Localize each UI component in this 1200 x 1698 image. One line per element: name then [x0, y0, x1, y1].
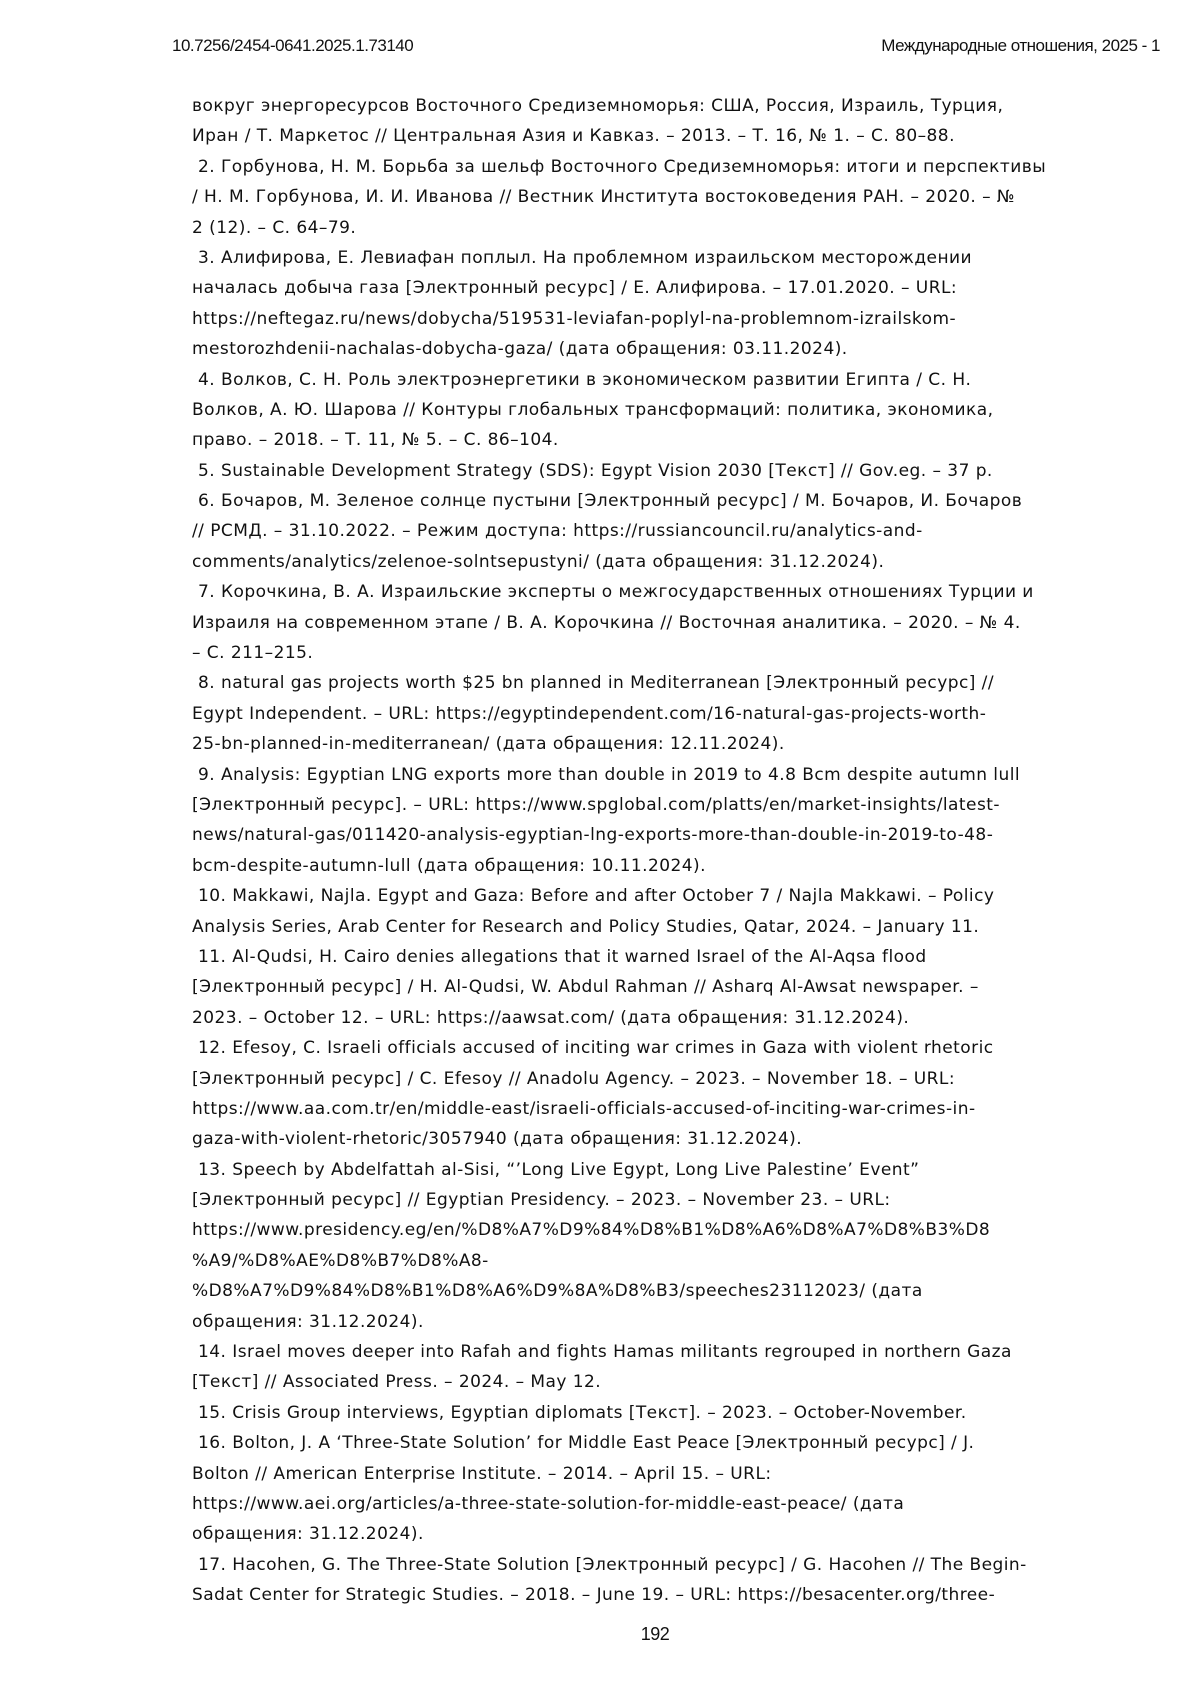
reference-line: https://www.aa.com.tr/en/middle-east/israeli-officials-accused-of-inciting-war-crimes-in- — [192, 1098, 976, 1119]
reference-line: 2 (12). – С. 64–79. — [192, 217, 357, 238]
reference-entry-start: 10. Makkawi, Najla. Egypt and Gaza: Before and after October 7 / Najla Makkawi. – Policy — [198, 886, 995, 907]
reference-line: [Электронный ресурс] // Egyptian Presidency. – 2023. – November 23. – URL: — [192, 1190, 891, 1211]
reference-entry-start: 14. Israel moves deeper into Rafah and fights Hamas militants regrouped in northern Gaza — [198, 1342, 1012, 1363]
page-number: 192 — [640, 1624, 670, 1644]
reference-line: началась добыча газа [Электронный ресурс] / Е. Алифирова. – 17.01.2020. – URL: — [192, 278, 958, 299]
reference-line: [Электронный ресурс] / C. Efesoy // Anadolu Agency. – 2023. – November 18. – URL: — [192, 1068, 956, 1089]
reference-entry-start: 13. Speech by Abdelfattah al-Sisi, “’Long Live Egypt, Long Live Palestine’ Event” — [198, 1159, 920, 1180]
reference-entry-start: 5. Sustainable Development Strategy (SDS): Egypt Vision 2030 [Текст] // Gov.eg. – 37 p. — [198, 460, 993, 481]
reference-line: обращения: 31.12.2024). — [192, 1524, 424, 1545]
reference-line: 2023. – October 12. – URL: https://aawsat.com/ (дата обращения: 31.12.2024). — [192, 1007, 910, 1028]
reference-line: https://www.presidency.eg/en/%D8%A7%D9%84%D8%B1%D8%A6%D8%A7%D8%B3%D8 — [192, 1220, 991, 1241]
reference-entry-start: 9. Analysis: Egyptian LNG exports more than double in 2019 to 4.8 Bcm despite autumn lull — [198, 764, 1021, 785]
reference-entry-start: 4. Волков, С. Н. Роль электроэнергетики в экономическом развитии Египта / С. Н. — [198, 369, 972, 390]
reference-line: %A9/%D8%AE%D8%B7%D8%A8- — [192, 1250, 489, 1271]
reference-entry-start: 2. Горбунова, Н. М. Борьба за шельф Восточного Средиземноморья: итоги и перспективы — [198, 156, 1047, 177]
reference-line: bcm-despite-autumn-lull (дата обращения: 10.11.2024). — [192, 855, 706, 876]
reference-line: https://www.aei.org/articles/a-three-state-solution-for-middle-east-peace/ (дата — [192, 1493, 905, 1514]
reference-entry-start: 11. Al-Qudsi, H. Cairo denies allegations that it warned Israel of the Al-Aqsa flood — [198, 946, 927, 967]
reference-line: [Электронный ресурс] / H. Al-Qudsi, W. Abdul Rahman // Asharq Al-Awsat newspaper. – — [192, 977, 979, 998]
reference-entry-start: 8. natural gas projects worth $25 bn planned in Mediterranean [Электронный ресурс] // — [198, 673, 995, 694]
reference-line: [Текст] // Associated Press. – 2024. – May 12. — [192, 1372, 602, 1393]
reference-entry-start: 15. Crisis Group interviews, Egyptian diplomats [Текст]. – 2023. – October-November. — [198, 1402, 967, 1423]
reference-line: Egypt Independent. – URL: https://egyptindependent.com/16-natural-gas-projects-worth- — [192, 703, 987, 724]
reference-line: / Н. М. Горбунова, И. И. Иванова // Вестник Института востоковедения РАН. – 2020. – № — [192, 187, 1016, 208]
reference-line: Bolton // American Enterprise Institute. – 2014. – April 15. – URL: — [192, 1463, 772, 1484]
journal-title: Международные отношения, 2025 - 1 — [881, 36, 1160, 55]
reference-line: comments/analytics/zelenoe-solntsepustyni/ (дата обращения: 31.12.2024). — [192, 551, 885, 572]
reference-line: Израиля на современном этапе / В. А. Корочкина // Восточная аналитика. – 2020. – № 4. — [192, 612, 1021, 633]
reference-line: %D8%A7%D9%84%D8%B1%D8%A6%D9%8A%D8%B3/speeches23112023/ (дата — [192, 1281, 923, 1302]
reference-list — [192, 91, 1132, 1611]
doi-label: 10.7256/2454-0641.2025.1.73140 — [172, 36, 414, 55]
reference-entry-start: 16. Bolton, J. A ‘Three-State Solution’ for Middle East Peace [Электронный ресурс] / J. — [198, 1433, 975, 1454]
reference-line: право. – 2018. – Т. 11, № 5. – С. 86–104. — [192, 430, 559, 451]
reference-line: Analysis Series, Arab Center for Research and Policy Studies, Qatar, 2024. – January 11. — [192, 916, 980, 937]
reference-entry-start: 6. Бочаров, М. Зеленое солнце пустыни [Электронный ресурс] / М. Бочаров, И. Бочаров — [198, 491, 1023, 512]
reference-entry-start: 7. Корочкина, В. А. Израильские эксперты о межгосударственных отношениях Турции и — [198, 582, 1034, 603]
reference-line: 25-bn-planned-in-mediterranean/ (дата обращения: 12.11.2024). — [192, 734, 785, 755]
reference-line: [Электронный ресурс]. – URL: https://www.spglobal.com/platts/en/market-insights/latest- — [192, 794, 1000, 815]
reference-entry-start: 12. Efesoy, C. Israeli officials accused of inciting war crimes in Gaza with violent rhetoric — [198, 1038, 994, 1059]
reference-entry-start: 17. Hacohen, G. The Three-State Solution [Электронный ресурс] / G. Hacohen // The Begin- — [198, 1554, 1027, 1575]
reference-line: – С. 211–215. — [192, 643, 314, 664]
reference-line: https://neftegaz.ru/news/dobycha/519531-leviafan-poplyl-na-problemnom-izrailskom- — [192, 308, 957, 329]
reference-line: news/natural-gas/011420-analysis-egyptian-lng-exports-more-than-double-in-2019-to-48- — [192, 825, 994, 846]
reference-line: gaza-with-violent-rhetoric/3057940 (дата обращения: 31.12.2024). — [192, 1129, 803, 1150]
reference-line: // РСМД. – 31.10.2022. – Режим доступа: https://russiancouncil.ru/analytics-and- — [192, 521, 923, 542]
reference-line: вокруг энергоресурсов Восточного Средиземноморья: США, Россия, Израиль, Турция, — [192, 96, 1004, 116]
reference-entry-start: 3. Алифирова, Е. Левиафан поплыл. На проблемном израильском месторождении — [198, 247, 973, 268]
reference-line: Волков, А. Ю. Шарова // Контуры глобальных трансформаций: политика, экономика, — [192, 399, 994, 420]
reference-line: обращения: 31.12.2024). — [192, 1311, 424, 1332]
reference-line: Sadat Center for Strategic Studies. – 2018. – June 19. – URL: https://besacenter.org/three- — [192, 1585, 996, 1606]
reference-line: mestorozhdenii-nachalas-dobycha-gaza/ (дата обращения: 03.11.2024). — [192, 339, 848, 360]
page-header — [172, 36, 1160, 60]
reference-line: Иран / Т. Маркетос // Центральная Азия и Кавказ. – 2013. – Т. 16, № 1. – С. 80–88. — [192, 126, 955, 147]
